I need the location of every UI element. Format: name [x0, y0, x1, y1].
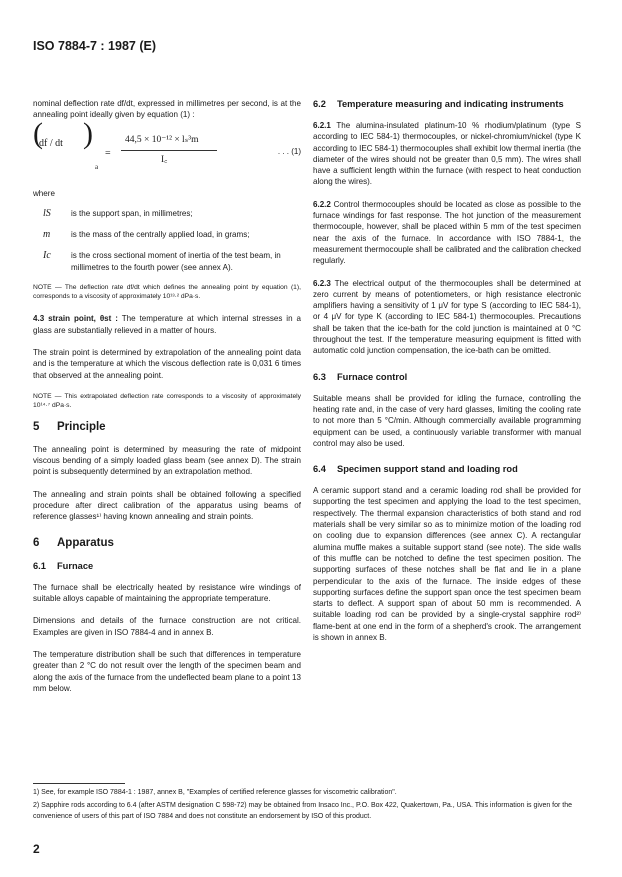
right-column: [313, 98, 581, 654]
def-symbol: lS: [43, 207, 51, 219]
def-symbol: m: [43, 229, 51, 241]
section-text: The temperature at which internal stresses in a glass are substantially relieved in a matter of hours.: [33, 314, 301, 335]
section-title: Furnace: [57, 560, 94, 571]
section-6-3-heading: [313, 371, 581, 383]
clause-text: The alumina-insulated platinum-10 % rhodium/platinum (type S according to IEC 584-1) thermocouples, or nickel-chromium/nickel (type K according to IEC 584-1) thermocouples shall exhibit low thermal inertia (the diameter of the wires should not be greater than 0,5 mm). The wires shall have a sufficient length within the furnace (with respect to heat conduction along the wires).: [313, 121, 582, 187]
formula-lhs: df / dt: [39, 137, 63, 149]
note-annealing: NOTE — The deflection rate df/dt which defines the annealing point by equation (1), corresponds to a viscosity of approximately 10¹³·² dPa·s.: [33, 284, 301, 301]
section-title: Temperature measuring and indicating instruments: [337, 99, 564, 109]
section-number: 6.3: [313, 371, 326, 382]
note-strain: NOTE — This extrapolated deflection rate corresponds to a viscosity of approximately 10¹⁴·⁷ dPa·s.: [33, 392, 301, 410]
section-title: Specimen support stand and loading rod: [337, 464, 518, 475]
section-number: 6: [33, 537, 40, 550]
section-term: strain point, θst :: [48, 314, 118, 324]
section-4-3: [33, 313, 301, 336]
principle-paragraph-2: The annealing and strain points shall be obtained following a specified procedure after direct calibration of the apparatus using beams of reference glasses¹⁾ having known annealing and strain points.: [33, 489, 301, 522]
principle-paragraph-1: The annealing point is determined by measuring the rate of midpoint viscous bending of a simply loaded glass beam (see annex D). The strain point is subsequently determined by an extrapolation method.: [33, 444, 301, 477]
where-label: where: [33, 188, 55, 198]
equation-1: [33, 116, 301, 182]
left-column: [33, 98, 301, 705]
definition-ic: [33, 250, 301, 273]
furnace-control-paragraph: Suitable means shall be provided for idling the furnace, controlling the heating rate and, in the case of very hard glasses, limiting the cooling rate to not more than 5 °C/min. Although commercially available programming equipment can be used, a continuously variable transformer with manual control may also be used.: [313, 393, 581, 448]
page-header: ISO 7884-7 : 1987 (E): [33, 39, 156, 53]
intro-paragraph: nominal deflection rate df/dt, expressed in millimetres per second, is at the annealing point ideally given by equation (1) :: [33, 99, 301, 120]
section-number: 6.1: [33, 560, 46, 571]
section-title: Apparatus: [57, 537, 114, 550]
formula-ref: . . . (1): [277, 146, 301, 156]
furnace-paragraph-3: The temperature distribution shall be such that differences in temperature greater than 2 °C do not result over the length of the specimen beam and along the axis of the furnace from the undeflected beam plane to a point 13 mm below.: [33, 649, 301, 693]
section-title: Principle: [57, 421, 106, 434]
furnace-paragraph-2: Dimensions and details of the furnace construction are not critical. Examples are given in ISO 7884-4 and in annex B.: [33, 616, 301, 637]
footnote-2: 2) Sapphire rods according to 6.4 (after ASTM designation C 598-72) may be obtained from Insaco Inc., P.O. Box 422, Quakertown, Pa., USA. This information is given for the convenience of users of this part of ISO 7884 and does not constitute an endorsement by ISO of this product.: [33, 802, 573, 820]
paragraph-6-2-2: [313, 199, 581, 267]
def-text: is the cross sectional moment of inertia of the test beam, in millimetres to the fourth power (see annex A).: [71, 251, 281, 272]
section-number: 6.4: [313, 464, 326, 475]
paragraph-6-2-3: [313, 278, 581, 357]
formula-denominator: I꜀: [161, 154, 168, 165]
clause-number: 6.2.2: [313, 199, 331, 209]
paragraph-6-2-1: [313, 120, 581, 188]
furnace-paragraph-1: The furnace shall be electrically heated by resistance wire windings of suitable alloys capable of maintaining the appropriate temperature.: [33, 582, 301, 604]
strain-point-paragraph: The strain point is determined by extrapolation of the annealing point data and is the temperature at which the viscous deflection rate is 0,031 6 times that observed at the annealing point.: [33, 348, 301, 380]
definition-m: [33, 229, 301, 240]
footnotes: [33, 787, 588, 824]
paren-right: ): [83, 116, 93, 150]
def-text: is the mass of the centrally applied load, in grams;: [71, 230, 250, 240]
section-6-heading: [33, 538, 301, 549]
section-number: 4.3: [33, 314, 45, 324]
section-number: 5: [33, 421, 40, 434]
paren-left: (: [33, 116, 43, 150]
formula-numerator: 44,5 × 10⁻¹² × lₛ³m: [125, 134, 199, 145]
support-stand-paragraph: A ceramic support stand and a ceramic loading rod shall be provided for supporting the test specimen and applying the load to the test specimen, respectively. The thermal expansion characteristics of both stand and rod materials shall be very similar so as to minimize motion of the loading rod on cooling due to expansion differences (see annex C). A rectangular alumina muffle makes a suitable support stand (see note). The side walls of this muffle can be notched to define the test specimen position. The supporting surfaces of these notches shall be flat and lie in a plane perpendicular to the axis of the furnace. The inside edges of these supporting surfaces define the support span once the test specimen beam starts to deflect. A support span of about 50 mm is recommended. A suitable loading rod can be provided by a single-crystal sapphire rod²⁾ flame-bent at one end in the form of a shepherd's crook. The arrangement is shown in annex B.: [313, 486, 581, 642]
footnote-rule: [33, 783, 125, 784]
section-6-1-heading: [33, 560, 301, 572]
section-6-4-heading: [313, 463, 581, 475]
clause-text: The electrical output of the thermocouples shall be determined at zero current by means of potentiometers, or high resistance electronic amplifiers having a sensitivity of 1 μV for type S (according to IEC 584-1), or 4 μV for type K (according to IEC 584-1) thermocouples. Precautions shall be taken that the ice-bath for the cold junction is maintained at 0 °C throughout the test. If the temperature measuring equipment is fitted with automatic cold junction compensation, the ice-bath can be omitted.: [313, 278, 581, 356]
section-5-heading: [33, 422, 301, 433]
section-number: 6.2: [313, 99, 326, 109]
footnote-1: 1) See, for example ISO 7884-1 : 1987, annex B, "Examples of certified reference glasses for viscometric calibration".: [33, 789, 397, 796]
section-title: Furnace control: [337, 371, 408, 382]
section-6-2-heading: [313, 98, 581, 110]
page-number: 2: [33, 842, 40, 856]
formula-equals: =: [105, 147, 111, 159]
fraction-bar: [121, 150, 217, 151]
clause-number: 6.2.1: [313, 121, 331, 130]
clause-number: 6.2.3: [313, 278, 331, 288]
formula-sub: a: [95, 162, 99, 171]
definition-ls: [33, 208, 301, 219]
def-text: is the support span, in millimetres;: [71, 208, 193, 218]
def-symbol: Ic: [43, 250, 51, 262]
clause-text: Control thermocouples should be located as close as possible to the furnace windings for fast response. The hot junction of the measurement thermocouple, however, shall be placed within 5 mm of the test specimen near the axis of the furnace. In accordance with ISO 7884-1, the measurement thermocouple shall be calibrated and the calibration checked regularly.: [313, 199, 581, 266]
